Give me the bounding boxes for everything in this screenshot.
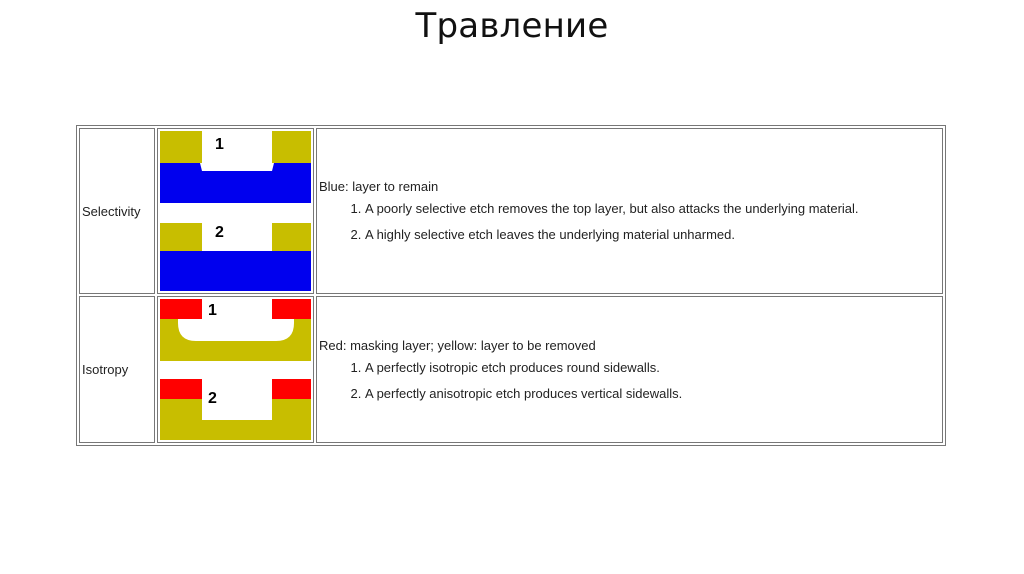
- isotropy-2-red-mask-right: [272, 379, 311, 399]
- selectivity-2-blue-layer: [160, 251, 311, 291]
- selectivity-1-blue-layer: [160, 163, 311, 203]
- row-label-selectivity: Selectivity: [79, 128, 155, 294]
- selectivity-item-2: 2. A highly selective etch leaves the underlying material unharmed.: [365, 227, 942, 243]
- isotropy-1-red-mask-right: [272, 299, 311, 319]
- isotropy-item-2: 2. A perfectly anisotropic etch produces vertical sidewalls.: [365, 386, 942, 402]
- isotropy-2-red-mask-left: [160, 379, 202, 399]
- selectivity-2-yellow-left: [160, 223, 202, 251]
- selectivity-1-number: 1: [215, 136, 224, 153]
- selectivity-1-yellow-left: [160, 131, 202, 163]
- isotropy-item-1: 1. A perfectly isotropic etch produces round sidewalls.: [365, 360, 942, 376]
- selectivity-1-yellow-right: [272, 131, 311, 163]
- selectivity-figure-cell: [157, 128, 314, 294]
- table-row-isotropy: [79, 296, 943, 443]
- selectivity-2-number: 2: [215, 224, 224, 241]
- isotropy-figure-cell: [157, 296, 314, 443]
- isotropy-1-red-mask-left: [160, 299, 202, 319]
- table-row-selectivity: [79, 128, 943, 294]
- selectivity-list: [319, 201, 942, 243]
- selectivity-heading: Blue: layer to remain: [319, 179, 439, 194]
- isotropy-2-yellow-layer: [160, 399, 311, 440]
- isotropy-heading: Red: masking layer; yellow: layer to be removed: [319, 337, 596, 353]
- selectivity-description: [316, 128, 943, 294]
- isotropy-list: [319, 360, 942, 402]
- isotropy-1-round-cavity: [178, 319, 294, 341]
- row-label-isotropy: Isotropy: [79, 296, 155, 443]
- selectivity-2-yellow-right: [272, 223, 311, 251]
- etching-table: [76, 125, 946, 446]
- page-title: Травление: [415, 6, 609, 46]
- selectivity-item-1: 1. A poorly selective etch removes the top layer, but also attacks the underlying material.: [365, 201, 942, 217]
- selectivity-diagram: [158, 129, 313, 293]
- isotropy-diagram: [158, 297, 313, 442]
- isotropy-description: [316, 296, 943, 443]
- isotropy-2-number: 2: [208, 390, 217, 407]
- isotropy-1-number: 1: [208, 302, 217, 319]
